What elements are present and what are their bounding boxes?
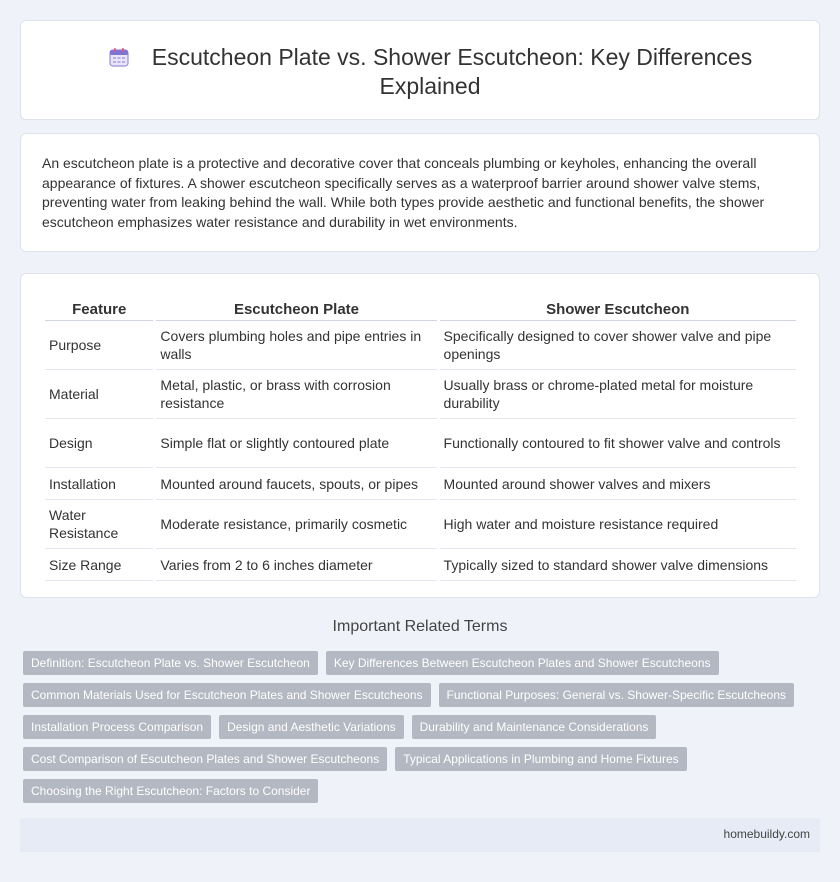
table-row <box>45 321 796 370</box>
table-cell-shower-escutcheon: Typically sized to standard shower valve dimensions <box>440 549 796 581</box>
table-row <box>45 419 796 468</box>
table-cell-feature: Material <box>45 370 153 419</box>
table-cell-shower-escutcheon: Mounted around shower valves and mixers <box>440 468 796 500</box>
related-term-tag[interactable]: Typical Applications in Plumbing and Home Fixtures <box>395 747 686 771</box>
comparison-table-card <box>20 273 820 598</box>
related-term-tag[interactable]: Functional Purposes: General vs. Shower-Specific Escutcheons <box>439 683 795 707</box>
table-cell-feature: Installation <box>45 468 153 500</box>
table-cell-escutcheon-plate: Covers plumbing holes and pipe entries in walls <box>156 321 436 370</box>
related-term-tag[interactable]: Durability and Maintenance Considerations <box>412 715 657 739</box>
table-cell-escutcheon-plate: Moderate resistance, primarily cosmetic <box>156 500 436 549</box>
comparison-table <box>42 294 799 581</box>
related-term-tag[interactable]: Key Differences Between Escutcheon Plates and Shower Escutcheons <box>326 651 719 675</box>
table-header-row <box>45 294 796 321</box>
table-cell-shower-escutcheon: Specifically designed to cover shower valve and pipe openings <box>440 321 796 370</box>
table-row <box>45 370 796 419</box>
footer-bar <box>20 818 820 852</box>
table-cell-shower-escutcheon: Usually brass or chrome-plated metal for moisture durability <box>440 370 796 419</box>
related-terms-list <box>23 651 813 803</box>
table-cell-shower-escutcheon: High water and moisture resistance required <box>440 500 796 549</box>
related-term-tag[interactable]: Cost Comparison of Escutcheon Plates and Shower Escutcheons <box>23 747 387 771</box>
table-row <box>45 468 796 500</box>
table-cell-feature: Water Resistance <box>45 500 153 549</box>
related-term-tag[interactable]: Definition: Escutcheon Plate vs. Shower Escutcheon <box>23 651 318 675</box>
column-header-escutcheon-plate: Escutcheon Plate <box>156 294 436 321</box>
related-term-tag[interactable]: Installation Process Comparison <box>23 715 211 739</box>
related-term-tag[interactable]: Common Materials Used for Escutcheon Plates and Shower Escutcheons <box>23 683 431 707</box>
table-cell-escutcheon-plate: Varies from 2 to 6 inches diameter <box>156 549 436 581</box>
table-cell-escutcheon-plate: Mounted around faucets, spouts, or pipes <box>156 468 436 500</box>
table-cell-shower-escutcheon: Functionally contoured to fit shower valve and controls <box>440 419 796 468</box>
column-header-shower-escutcheon: Shower Escutcheon <box>440 294 796 321</box>
table-cell-feature: Size Range <box>45 549 153 581</box>
header-card <box>20 20 820 120</box>
intro-card <box>20 133 820 252</box>
table-cell-feature: Purpose <box>45 321 153 370</box>
table-row <box>45 549 796 581</box>
calendar-icon <box>108 46 130 68</box>
table-cell-escutcheon-plate: Metal, plastic, or brass with corrosion resistance <box>156 370 436 419</box>
footer-site-link[interactable]: homebuildy.com <box>723 827 810 841</box>
table-cell-feature: Design <box>45 419 153 468</box>
page-title-wrap <box>101 43 759 101</box>
table-cell-escutcheon-plate: Simple flat or slightly contoured plate <box>156 419 436 468</box>
page-title: Escutcheon Plate vs. Shower Escutcheon: Key Differences Explained <box>151 44 753 99</box>
related-term-tag[interactable]: Choosing the Right Escutcheon: Factors to Consider <box>23 779 318 803</box>
table-row <box>45 500 796 549</box>
column-header-feature: Feature <box>45 294 153 321</box>
related-terms-title: Important Related Terms <box>332 618 508 635</box>
intro-paragraph: An escutcheon plate is a protective and decorative cover that conceals plumbing or keyholes, enhancing the overall appearance of fixtures. A shower escutcheon specifically serves as a waterproof barrier around shower valve stems, preventing water from leaking behind the wall. While both types provide aesthetic and functional benefits, the shower escutcheon emphasizes water resistance and durability in wet environments. <box>42 155 765 230</box>
related-term-tag[interactable]: Design and Aesthetic Variations <box>219 715 404 739</box>
